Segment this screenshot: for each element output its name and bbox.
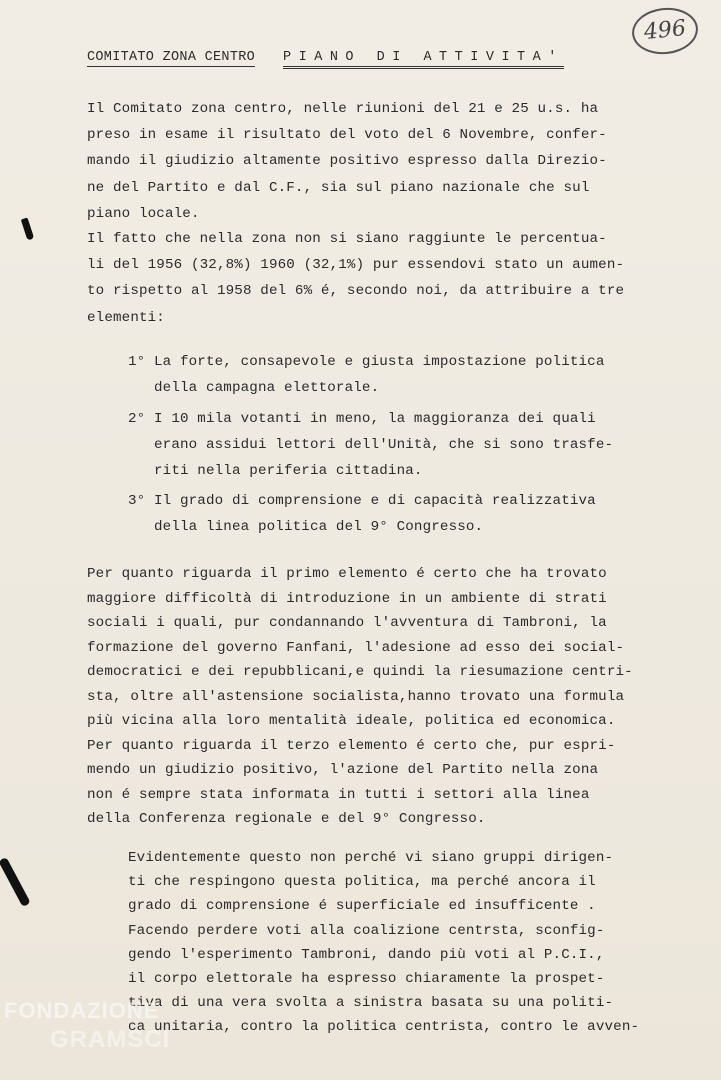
list-item-1: 1° La forte, consapevole e giusta impostazione politica della campagna elettorale.	[128, 354, 605, 397]
watermark-line-1: FONDAZIONE	[4, 998, 160, 1023]
paragraph-2: Il fatto che nella zona non si siano raggiunte le percentua- li del 1956 (32,8%) 1960 (32,1%) pur essendovi stato un aumen- to rispetto al 1958 del 6% é, secondo noi, da attribuire a tre elementi:	[87, 231, 625, 326]
watermark-line-2: GRAMSCI	[50, 1026, 171, 1053]
page-number-stamp: 496	[630, 5, 700, 58]
list-item-2: 2° I 10 mila votanti in meno, la maggioranza dei quali erano assidui lettori dell'Unità, che si sono trasfe- riti nella periferia cittadina.	[128, 411, 614, 480]
paragraph-3: Per quanto riguarda il primo elemento é certo che ha trovato maggiore difficoltà di introduzione in un ambiente di strati sociali i quali, pur condannando l'avventura di Tambroni, la formazione del governo Fanfani, l'adesione ad esso dei social- democratici e dei repubblicani,e quindi la riesumazione centri- sta, oltre all'astensione socialista,hanno trovato una formula più vicina alla loro mentalità ideale, politica ed economica. Per quanto riguarda il terzo elemento é certo che, pur espri- mendo un giudizio positivo, l'azione del Partito nella zona non é sempre stata informata in tutti i settori alla linea della Conferenza regionale e del 9° Congresso.	[87, 566, 633, 827]
header-committee: COMITATO ZONA CENTRO	[87, 50, 256, 65]
paragraph-1: Il Comitato zona centro, nelle riunioni del 21 e 25 u.s. ha preso in esame il risultato del voto del 6 Novembre, confer- mando il giudizio altamente positivo espresso dalla Direzio- ne del Partito e dal C.F., sia sul piano nazionale che sul piano locale.	[87, 101, 607, 222]
document-header	[87, 50, 564, 65]
ink-mark-icon	[0, 857, 31, 907]
header-title: PIANO DI ATTIVITA'	[283, 50, 564, 69]
list-item-3: 3° Il grado di comprensione e di capacità realizzativa della linea politica del 9° Congresso.	[128, 493, 596, 536]
paragraph-4: Evidentemente questo non perché vi siano gruppi dirigen- ti che respingono questa politica, ma perché ancora il grado di comprensione é superficiale ed insufficente . Facendo perdere voti alla coalizione centrsta, sconfig- gendo l'esperimento Tambroni, dando più voti al P.C.I., il corpo elettorale ha espresso chiaramente la prospet- tiva di una vera svolta a sinistra basata su una politi- ca unitaria, contro la politica centrista, contro le avven-	[128, 850, 640, 1036]
ink-mark-icon	[21, 217, 34, 240]
